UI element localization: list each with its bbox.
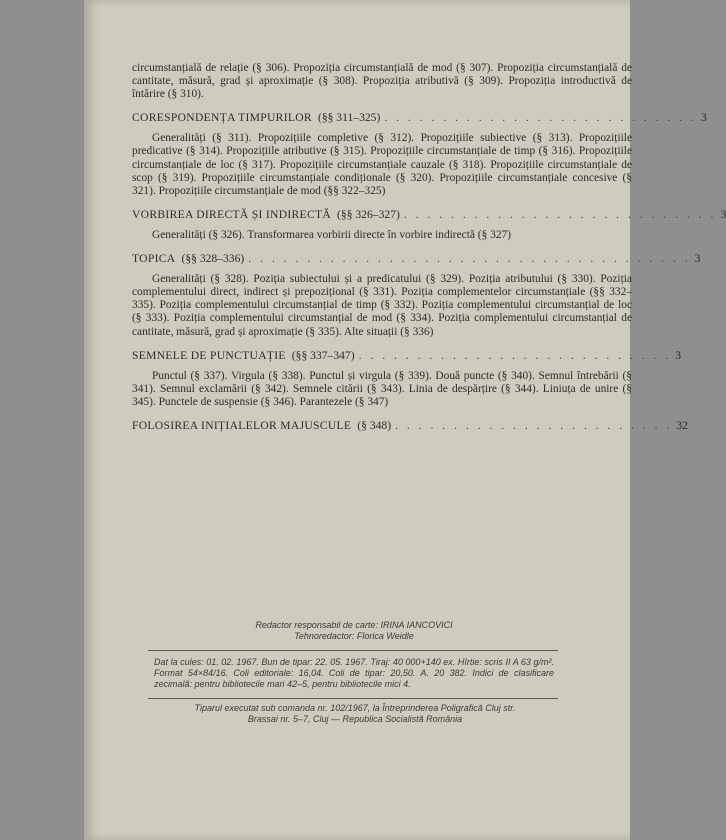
technical-editor-credit: Tehnoredactor: Florica Weidle (294, 631, 414, 641)
toc-page-number: 3 (700, 111, 707, 125)
toc-heading-title: VORBIREA DIRECTĂ ȘI INDIRECTĂ (132, 207, 332, 221)
divider (148, 650, 558, 651)
toc-heading-title: TOPICA (132, 252, 176, 266)
book-page (84, 0, 726, 840)
printer-info: Tiparul executat sub comanda nr. 102/1967, la Întreprinderea Poligrafică Cluj str. Brassai nr. 5–7, Cluj — Republica Socialistă România (194, 703, 516, 724)
leader-dots: . . . . . . . . . . . . . . . . . . . . . . . . . . . . . . . . . . . . . . (248, 252, 691, 266)
toc-heading-semnele (132, 348, 682, 362)
toc-heading-range: (§§ 337–347) (291, 348, 355, 362)
toc-heading-range: (§§ 328–336) (181, 252, 245, 266)
credits-block (214, 620, 494, 642)
toc-page-number: 32 (676, 418, 688, 432)
toc-heading-title: SEMNELE DE PUNCTUAȚIE (132, 348, 286, 362)
toc-heading-vorbirea (132, 207, 726, 221)
toc-section-body: Generalități (§ 311). Propozițiile completive (§ 312). Propozițiile subiective (§ 313). Propozițiile predicative (§ 314). Propozițiile atributive (§ 315). Propozițiile circumstanțiale de timp (§ 316). Propozițiile circumstanțiale de loc (§ 317). Propozițiile circumstanțiale cauzale (§ 318). Propozițiile circumstanțiale de scop (§ 319). Propozițiile circumstanțiale condiționale (§ 320). Propozițiile circumstanțiale concesive (§ 321). Propozițiile circumstanțiale de mod (§§ 322–325) (132, 132, 632, 197)
toc-heading-corespondenta (132, 111, 707, 125)
leader-dots: . . . . . . . . . . . . . . . . . . . . . . . . . . . (403, 207, 717, 221)
toc-heading-range: (§§ 326–327) (337, 207, 400, 221)
toc-intro-paragraph: circumstanțială de relație (§ 306). Propoziția circumstanțială de mod (§ 307). Propoziția circumstanțială de cantitate, măsură, grad și aproximație (§ 308). Propoziția atributivă (§ 309). Propoziția introductivă de întărire (§ 310). (132, 62, 632, 101)
leader-dots: . . . . . . . . . . . . . . . . . . . . . . . . . . . (358, 348, 672, 362)
toc-section-body: Generalități (§ 328). Poziția subiectului și a predicatului (§ 329). Poziția atributului (§ 330). Poziția complementului direct, indirect și prepozițional (§ 331). Poziția complementelor circumstanțiale (§§ 332–335). Poziția complementului circumstanțial de timp (§ 332). Poziția complementului circumstanțial de loc (§ 333). Poziția complementului circumstanțial de mod (§ 334). Poziția complementului circumstanțial de cantitate, măsură, grad și aproximație (§ 335). Alte situații (§ 336) (132, 273, 632, 338)
table-of-contents (132, 62, 726, 440)
toc-section-body: Punctul (§ 337). Virgula (§ 338). Punctul și virgula (§ 339). Două puncte (§ 340). Semnul întrebării (§ 341). Semnul exclamării (§ 342). Semnele citării (§ 343). Linia de despărțire (§ 344). Liniuța de unire (§ 345). Punctele de suspensie (§ 346). Parantezele (§ 347) (132, 369, 632, 408)
toc-heading-folosirea (132, 418, 688, 432)
toc-heading-title: CORESPONDENȚA TIMPURILOR (132, 111, 312, 125)
toc-page-number: 3 (720, 207, 726, 221)
toc-page-number: 3 (675, 348, 682, 362)
toc-heading-title: FOLOSIREA INIȚIALELOR MAJUSCULE (132, 418, 352, 432)
toc-page-number: 3 (694, 252, 701, 266)
leader-dots: . . . . . . . . . . . . . . . . . . . . . . . . . . . (384, 111, 697, 125)
toc-heading-topica (132, 252, 701, 266)
editor-credit: Redactor responsabil de carte: IRINA IANCOVICI (255, 620, 453, 630)
toc-heading-range: (§§ 311–325) (317, 111, 381, 125)
print-details: Dat la cules: 01. 02. 1967. Bun de tipar: 22. 05. 1967. Tiraj: 40 000+140 ex. Hîrtie: scris II A 63 g/m². Format 54×84/16. Coli editoriale: 16,04. Coli de tipar: 20,50. A. 20 382. Indici de clasificare zecimală: pentru bibliotecile mari 42–5, pentru bibliotecile mici 4. (154, 657, 554, 689)
leader-dots: . . . . . . . . . . . . . . . . . . . . . . . . (395, 418, 673, 432)
toc-heading-range: (§ 348) (357, 418, 392, 432)
toc-section-body: Generalități (§ 326). Transformarea vorbirii directe în vorbire indirectă (§ 327) (152, 228, 511, 241)
divider (148, 698, 558, 699)
